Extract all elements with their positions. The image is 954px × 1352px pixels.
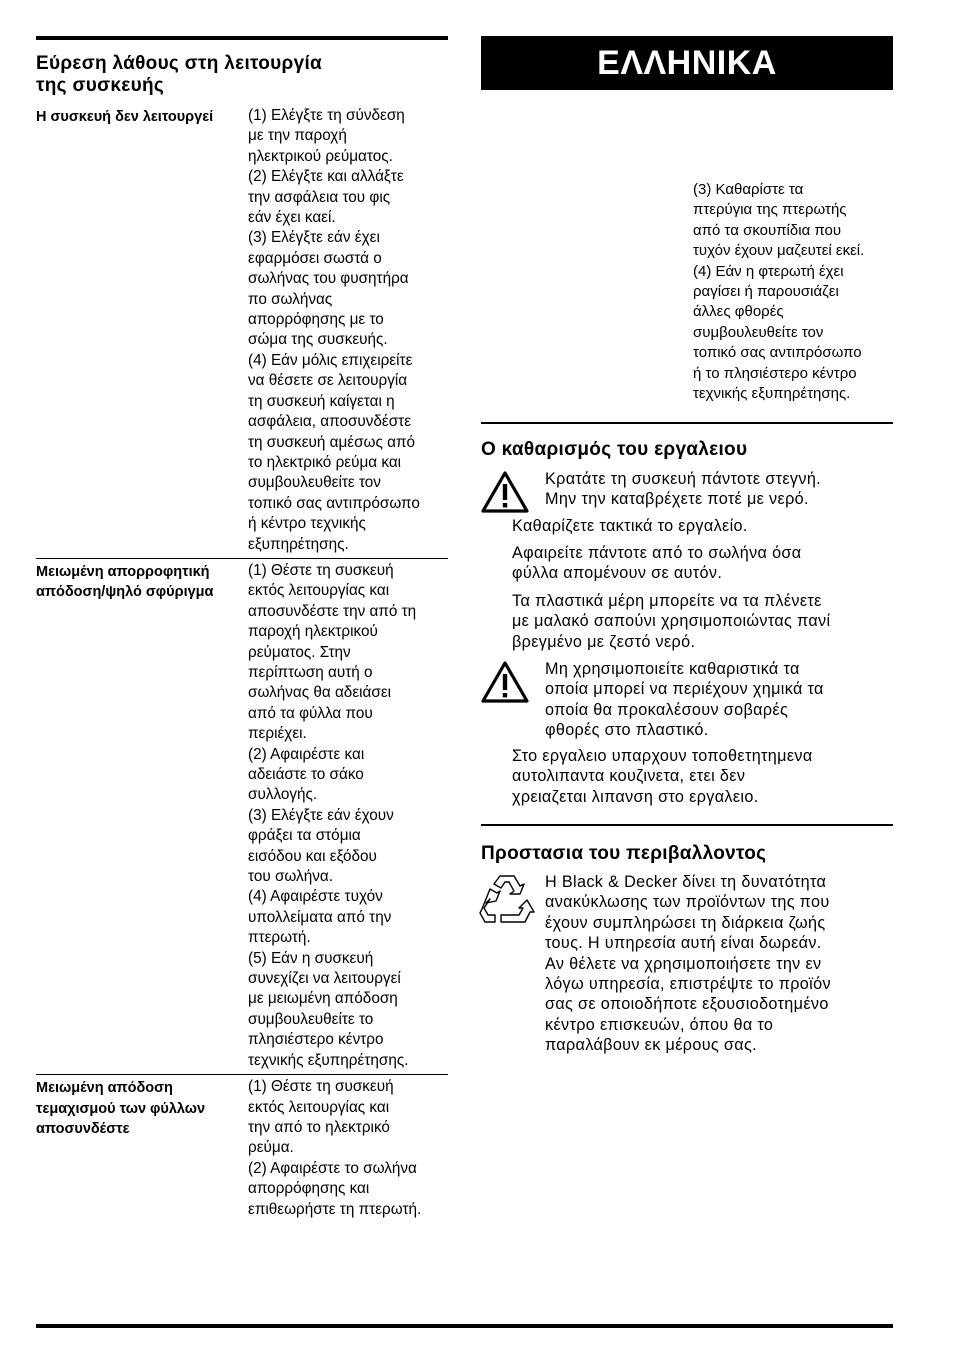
cleaning-paragraph-2: [512, 543, 801, 584]
solution-cell: (1) Θέστε τη συσκευή εκτός λειτουργίας και αποσυνδέστε την από τη παροχή ηλεκτρικού ρεύματος. Στην περίπτωση αυτή ο σωλήνας θα αδειάσει από τα φύλλα που περιέχει. (2) Αφαιρέστε και αδειάστε το σάκο συλλογής. (3) Ελέγξτε εάν έχουν φράξει τα στόμια εισόδου και εξόδου του σωλήνα. (4) Αφαιρέστε τυχόν υπολλείματα από την πτερωτή. (5) Εάν η συσκευή συνεχίζει να λειτουργεί με μειωμένη απόδοση συμβουλευθείτε το πλησιέστερο κέντρο τεχνικής εξυπηρέτησης.: [248, 561, 417, 1069]
text-line: με μαλακό σαπούνι χρησιμοποιώντας πανί: [512, 612, 831, 631]
table-row: [36, 104, 448, 559]
environment-text: [545, 872, 831, 1056]
cleaning-paragraph-1: [512, 516, 748, 536]
text-line: οποία μπορεί να περιέχουν χημικά τα: [545, 680, 824, 699]
solution-cell: (1) Θέστε τη συσκευή εκτός λειτουργίας και την από το ηλεκτρικό ρεύμα. (2) Αφαιρέστε το σωλήνα απορρόφησης και επιθεωρήστε τη πτερωτή.: [248, 1078, 422, 1218]
table-row: [36, 1075, 448, 1223]
text-line: ανακύκλωσης των προϊόντων της που: [545, 893, 830, 912]
cleaning-warning-2: [545, 659, 824, 741]
troubleshooting-table: [36, 104, 448, 1223]
text-line: Η Black & Decker δίνει τη δυνατότητα: [545, 873, 827, 891]
troubleshooting-title-line1: Εύρεση λάθους στη λειτουργία: [36, 53, 323, 74]
environment-title: Προστασια του περιβαλλοντος: [481, 843, 767, 864]
cleaning-warning-1: [545, 469, 821, 510]
text-line: Μην την καταβρέχετε ποτέ με νερό.: [545, 490, 809, 509]
troubleshooting-title: [36, 53, 448, 97]
text-line: Αν θέλετε να χρησιμοποιήσετε την εν: [545, 954, 822, 973]
text-line: παραλάβουν εκ μέρους σας.: [545, 1036, 757, 1055]
problem-cell: Μειωμένη απορροφητική απόδοση/ψηλό σφύριγμα: [36, 563, 214, 601]
text-line: λόγω υπηρεσία, επιστρέψτε το προϊόν: [545, 975, 831, 994]
problem-cell: Μειωμένη απόδοση τεμαχισμού των φύλλων αποσυνδέστε: [36, 1080, 206, 1137]
language-banner: ΕΛΛΗΝΙΚΑ: [481, 36, 893, 90]
text-line: Στο εργαλειο υπαρχουν τοποθετητημενα: [512, 747, 813, 765]
solution-cell: (1) Ελέγξτε τη σύνδεση με την παροχή ηλεκτρικού ρεύματος. (2) Ελέγξτε και αλλάξτε την ασφάλεια του φις εάν έχει καεί. (3) Ελέγξτε εάν έχει εφαρμόσει σωστά ο σωλήνας του φυσητήρα πο σωλήνας απορρόφησης με το σώμα της συσκευής. (4) Εάν μόλις επιχειρείτε να θέσετε σε λειτουργία τη συσκευή καίγεται η ασφάλεια, αποσυνδέστε τη συσκευή αμέσως από το ηλεκτρικό ρεύμα και συμβουλευθείτε τον τοπικό σας αντιπρόσωπο ή κέντρο τεχνικής εξυπηρέτησης.: [248, 107, 420, 553]
cleaning-paragraph-3: [512, 591, 830, 652]
text-line: αυτολιπαντα κουζινετα, ετει δεν: [512, 767, 746, 786]
section-divider: [481, 422, 893, 424]
cleaning-paragraph-4: [512, 746, 813, 807]
text-line: Καθαρίζετε τακτικά το εργαλείο.: [512, 517, 748, 535]
problem-cell: Η συσκευή δεν λειτουργεί: [36, 109, 214, 125]
text-line: Τα πλαστικά μέρη μπορείτε να τα πλένετε: [512, 592, 822, 610]
text-line: Μη χρησιμοποιείτε καθαριστικά τα: [545, 660, 800, 678]
text-line: τους. Η υπηρεσία αυτή είναι δωρεάν.: [545, 934, 822, 953]
text-line: σας σε οποιοδήποτε εξουσιοδοτημένο: [545, 995, 829, 1014]
solution-continuation: (3) Καθαρίστε τα πτερύγια της πτερωτής από τα σκουπίδια που τυχόν έχουν μαζευτεί εκεί. (4) Εάν η φτερωτή έχει ραγίσει ή παρουσιάζει άλλες φθορές συμβουλευθείτε τον τοπικό σας αντιπρόσωπο ή το πλησιέστερο κέντρο τεχνικής εξυπηρέτησης.: [693, 181, 865, 403]
bottom-rule: [36, 1324, 893, 1328]
recycle-icon: [479, 872, 537, 926]
text-line: Κρατάτε τη συσκευή πάντοτε στεγνή.: [545, 470, 822, 488]
warning-triangle-icon: [480, 660, 530, 704]
text-line: Αφαιρείτε πάντοτε από το σωλήνα όσα: [512, 544, 802, 562]
table-row: [36, 559, 448, 1075]
text-line: χρειαζεται λιπανση στο εργαλειο.: [512, 787, 759, 806]
text-line: οποία θα προκαλέσουν σοβαρές: [545, 700, 789, 719]
section-divider: [481, 824, 893, 826]
text-line: κέντρο επισκευών, όπου θα το: [545, 1015, 774, 1034]
text-line: έχουν συμπληρώσει τη διάρκεια ζωής: [545, 913, 826, 932]
text-line: φθορές στο πλαστικό.: [545, 721, 709, 740]
cleaning-title: Ο καθαρισμός του εργαλειου: [481, 439, 748, 460]
top-rule-left: [36, 36, 448, 40]
warning-triangle-icon: [480, 470, 530, 514]
text-line: βρεγμένο με ζεστό νερό.: [512, 632, 696, 651]
text-line: φύλλα απομένουν σε αυτόν.: [512, 564, 723, 583]
troubleshooting-title-line2: της συσκευής: [36, 75, 165, 96]
